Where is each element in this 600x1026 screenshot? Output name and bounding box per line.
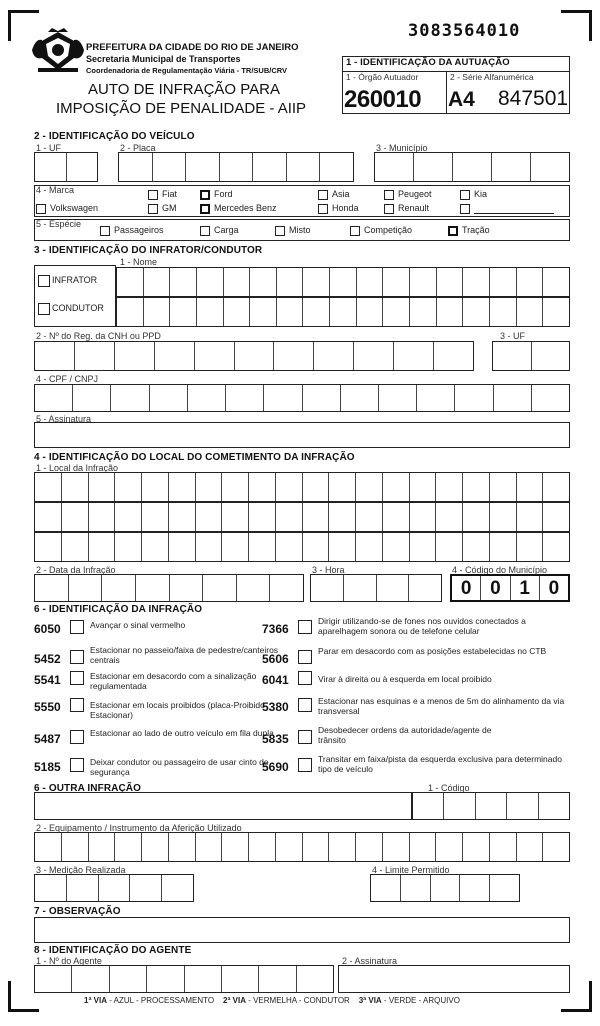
cnh-uf-label: 3 - UF [500,331,526,341]
marca-kia-label: Kia [474,189,488,199]
equipamento-field[interactable] [34,832,570,862]
infracao-checkbox[interactable] [298,671,312,685]
marca-asia-label: Asia [332,189,350,199]
infracao-desc: Deixar condutor ou passageiro de usar cinto de segurança [90,757,269,777]
infracao-code: 5452 [34,652,61,666]
especie-carga-label: Carga [214,225,239,235]
agente-assinatura-field[interactable] [338,965,570,993]
marca-checkbox-gm[interactable] [148,204,158,214]
codigo-municipio-label: 4 - Código do Município [452,565,548,575]
nome-label: 1 - Nome [120,257,158,267]
municipio-label: 3 - Município [376,143,428,153]
agente-numero-label: 1 - Nº do Agente [36,956,102,966]
uf-field[interactable] [34,152,98,182]
serie-value: A4 [448,88,475,111]
data-label: 2 - Data da Infração [36,565,116,575]
hora-label: 3 - Hora [312,565,345,575]
infracao-desc: Dirigir utilizando-se de fones nos ouvidos conectados a aparelhagem sonora ou de telefone celular [318,616,526,636]
coat-of-arms-logo [30,28,86,74]
orgao-label: 1 - Órgão Autuador [346,72,419,82]
infrator-label: INFRATOR [52,275,98,285]
outra-codigo-field[interactable] [412,792,570,820]
infracao-desc: Estacionar em locais proibidos (placa-Proibido Estacionar) [90,700,265,720]
infrator-checkbox[interactable] [38,275,50,287]
divider [446,71,447,114]
agente-section-title: 8 - IDENTIFICAÇÃO DO AGENTE [34,945,192,956]
infracao-code: 5185 [34,760,61,774]
infracao-checkbox[interactable] [298,730,312,744]
via1-label: 1ª VIA [84,996,107,1005]
infracao-checkbox[interactable] [70,758,84,772]
assinatura-infrator-label: 5 - Assinatura [36,414,92,424]
cnh-label: 2 - Nº do Reg. da CNH ou PPD [36,331,161,341]
marca-gm-label: GM [162,203,177,213]
header-line1: PREFEITURA DA CIDADE DO RIO DE JANEIRO [86,42,299,53]
infracao-checkbox[interactable] [298,650,312,664]
marca-peugeot-label: Peugeot [398,189,432,199]
agente-numero-field[interactable] [34,965,334,993]
local-field-row2[interactable] [34,502,570,532]
condutor-checkbox[interactable] [38,303,50,315]
header-line2: Secretaria Municipal de Transportes [86,54,241,64]
infracao-desc: Parar em desacordo com as posições estabelecidas no CTB [318,646,547,656]
marca-checkbox-asia[interactable] [318,190,328,200]
serial-number: 3083564010 [408,21,521,41]
infrator-section-title: 3 - IDENTIFICAÇÃO DO INFRATOR/CONDUTOR [34,245,263,256]
infracao-desc: Virar à direita ou à esquerda em local proibido [318,674,492,684]
infracao-code: 5550 [34,700,61,714]
local-label: 1 - Local da Infração [36,463,119,473]
codigo-municipio-field[interactable] [450,574,570,602]
infracao-checkbox[interactable] [298,758,312,772]
infracao-checkbox[interactable] [298,620,312,634]
especie-checkbox-competicao[interactable] [350,226,360,236]
infracao-checkbox[interactable] [70,730,84,744]
marca-fiat-label: Fiat [162,189,178,199]
marca-checkbox-honda[interactable] [318,204,328,214]
footer-vias [84,996,460,1005]
infracao-checkbox[interactable] [70,650,84,664]
codigo-digit: 0 [548,578,560,599]
infracao-code: 6050 [34,622,61,636]
especie-misto-label: Misto [289,225,311,235]
marca-checkbox-outra[interactable] [460,204,470,214]
local-section-title: 4 - IDENTIFICAÇÃO DO LOCAL DO COMETIMENTO DA INFRAÇÃO [34,452,355,463]
codigo-digit: 1 [511,576,540,600]
header-line3: Coordenadoria de Regulamentação Viária - TR/SUB/CRV [86,66,288,75]
infracao-desc: Estacionar no passeio/faixa de pedestre/canteiros centrais [90,645,279,665]
marca-checkbox-ford[interactable] [200,190,210,200]
especie-competicao-label: Competição [364,225,413,235]
infracao-checkbox[interactable] [298,698,312,712]
marca-checkbox-fiat[interactable] [148,190,158,200]
infracao-code: 5606 [262,652,289,666]
agente-assinatura-label: 2 - Assinatura [342,956,398,966]
placa-label: 2 - Placa [120,143,156,153]
data-field[interactable] [34,574,304,602]
observacao-field[interactable] [34,917,570,943]
marca-checkbox-peugeot[interactable] [384,190,394,200]
especie-checkbox-carga[interactable] [200,226,210,236]
infracao-code: 5380 [262,700,289,714]
serie-label: 2 - Série Alfanumérica [450,72,534,82]
marca-label: 4 - Marca [36,185,75,195]
cnh-uf-field[interactable] [492,341,570,371]
marca-mercedes-label: Mercedes Benz [214,203,277,213]
outra-section-title: 6 - OUTRA INFRAÇÃO [34,783,141,794]
infracao-code: 6041 [262,673,289,687]
local-field-row1[interactable] [34,472,570,502]
marca-checkbox-renault[interactable] [384,204,394,214]
cpf-field[interactable] [34,384,570,412]
equipamento-label: 2 - Equipamento / Instrumento da Aferição Utilizado [36,823,242,833]
outra-codigo-label: 1 - Código [428,783,470,793]
infracao-code: 5541 [34,673,61,687]
infracao-section-title: 6 - IDENTIFICAÇÃO DA INFRAÇÃO [34,604,203,615]
especie-label: 5 - Espécie [36,219,82,229]
orgao-value: 260010 [344,86,422,113]
especie-tracao-label: Tração [462,225,490,235]
infracao-desc: Transitar em faixa/pista da esquerda exclusiva para determinado tipo de veículo [318,754,562,774]
infracao-desc: Avançar o sinal vermelho [90,620,186,630]
infracao-checkbox[interactable] [70,698,84,712]
especie-checkbox-tracao[interactable] [448,226,458,236]
municipio-field[interactable] [374,152,570,182]
marca-volkswagen-label: Volkswagen [50,203,99,213]
especie-checkbox-misto[interactable] [275,226,285,236]
nome-field-row2[interactable] [116,297,570,327]
hora-field[interactable] [310,574,442,602]
infracao-checkbox[interactable] [70,671,84,685]
via2-label: 2ª VIA [223,996,246,1005]
local-field-row3[interactable] [34,532,570,562]
infracao-code: 5835 [262,732,289,746]
infracao-desc: Estacionar nas esquinas e a menos de 5m do alinhamento da via transversal [318,696,565,716]
marca-ford-label: Ford [214,189,233,199]
autuacao-section-title: 1 - IDENTIFICAÇÃO DA AUTUAÇÃO [346,57,510,68]
limite-field[interactable] [370,874,520,902]
corner-top-right [561,10,592,41]
infracao-code: 5487 [34,732,61,746]
infracao-desc: Estacionar ao lado de outro veículo em fila dupla [90,728,274,738]
placa-field[interactable] [118,152,354,182]
via3-label: 3ª VIA [358,996,382,1005]
infracao-checkbox[interactable] [70,620,84,634]
assinatura-infrator-field[interactable] [34,422,570,448]
codigo-digit: 0 [481,576,510,600]
condutor-label: CONDUTOR [52,303,104,313]
infracao-code: 7366 [262,622,289,636]
cnh-field[interactable] [34,341,474,371]
numero-value: 847501 [498,87,569,110]
infracao-code: 5690 [262,760,289,774]
infracao-desc: Estacionar em desacordo com a sinalização regulamentada [90,671,257,691]
via3-desc: - VERDE - ARQUIVO [381,996,460,1005]
marca-outra-line[interactable] [474,213,554,214]
cpf-label: 4 - CPF / CNPJ [36,374,99,384]
form-title-1: AUTO DE INFRAÇÃO PARA [88,81,280,98]
observacao-section-title: 7 - OBSERVAÇÃO [34,906,121,917]
codigo-digit: 0 [452,576,481,600]
infracao-desc: Desobedecer ordens da autoridade/agente de trânsito [318,725,492,745]
medicao-label: 3 - Medição Realizada [36,865,126,875]
via2-desc: - VERMELHA - CONDUTOR [245,996,350,1005]
form-title-2: IMPOSIÇÃO DE PENALIDADE - AIIP [56,100,307,117]
marca-checkbox-mercedes[interactable] [200,204,210,214]
marca-honda-label: Honda [332,203,359,213]
nome-field-row1[interactable] [116,267,570,297]
via1-desc: - AZUL - PROCESSAMENTO [106,996,215,1005]
marca-checkbox-volkswagen[interactable] [36,204,46,214]
limite-label: 4 - Limite Permitido [372,865,450,875]
medicao-field[interactable] [34,874,194,902]
uf-label: 1 - UF [36,143,62,153]
especie-checkbox-passageiros[interactable] [100,226,110,236]
especie-passageiros-label: Passageiros [114,225,164,235]
outra-infracao-field[interactable] [34,792,412,820]
veiculo-section-title: 2 - IDENTIFICAÇÃO DO VEÍCULO [34,131,195,142]
marca-checkbox-kia[interactable] [460,190,470,200]
marca-renault-label: Renault [398,203,430,213]
